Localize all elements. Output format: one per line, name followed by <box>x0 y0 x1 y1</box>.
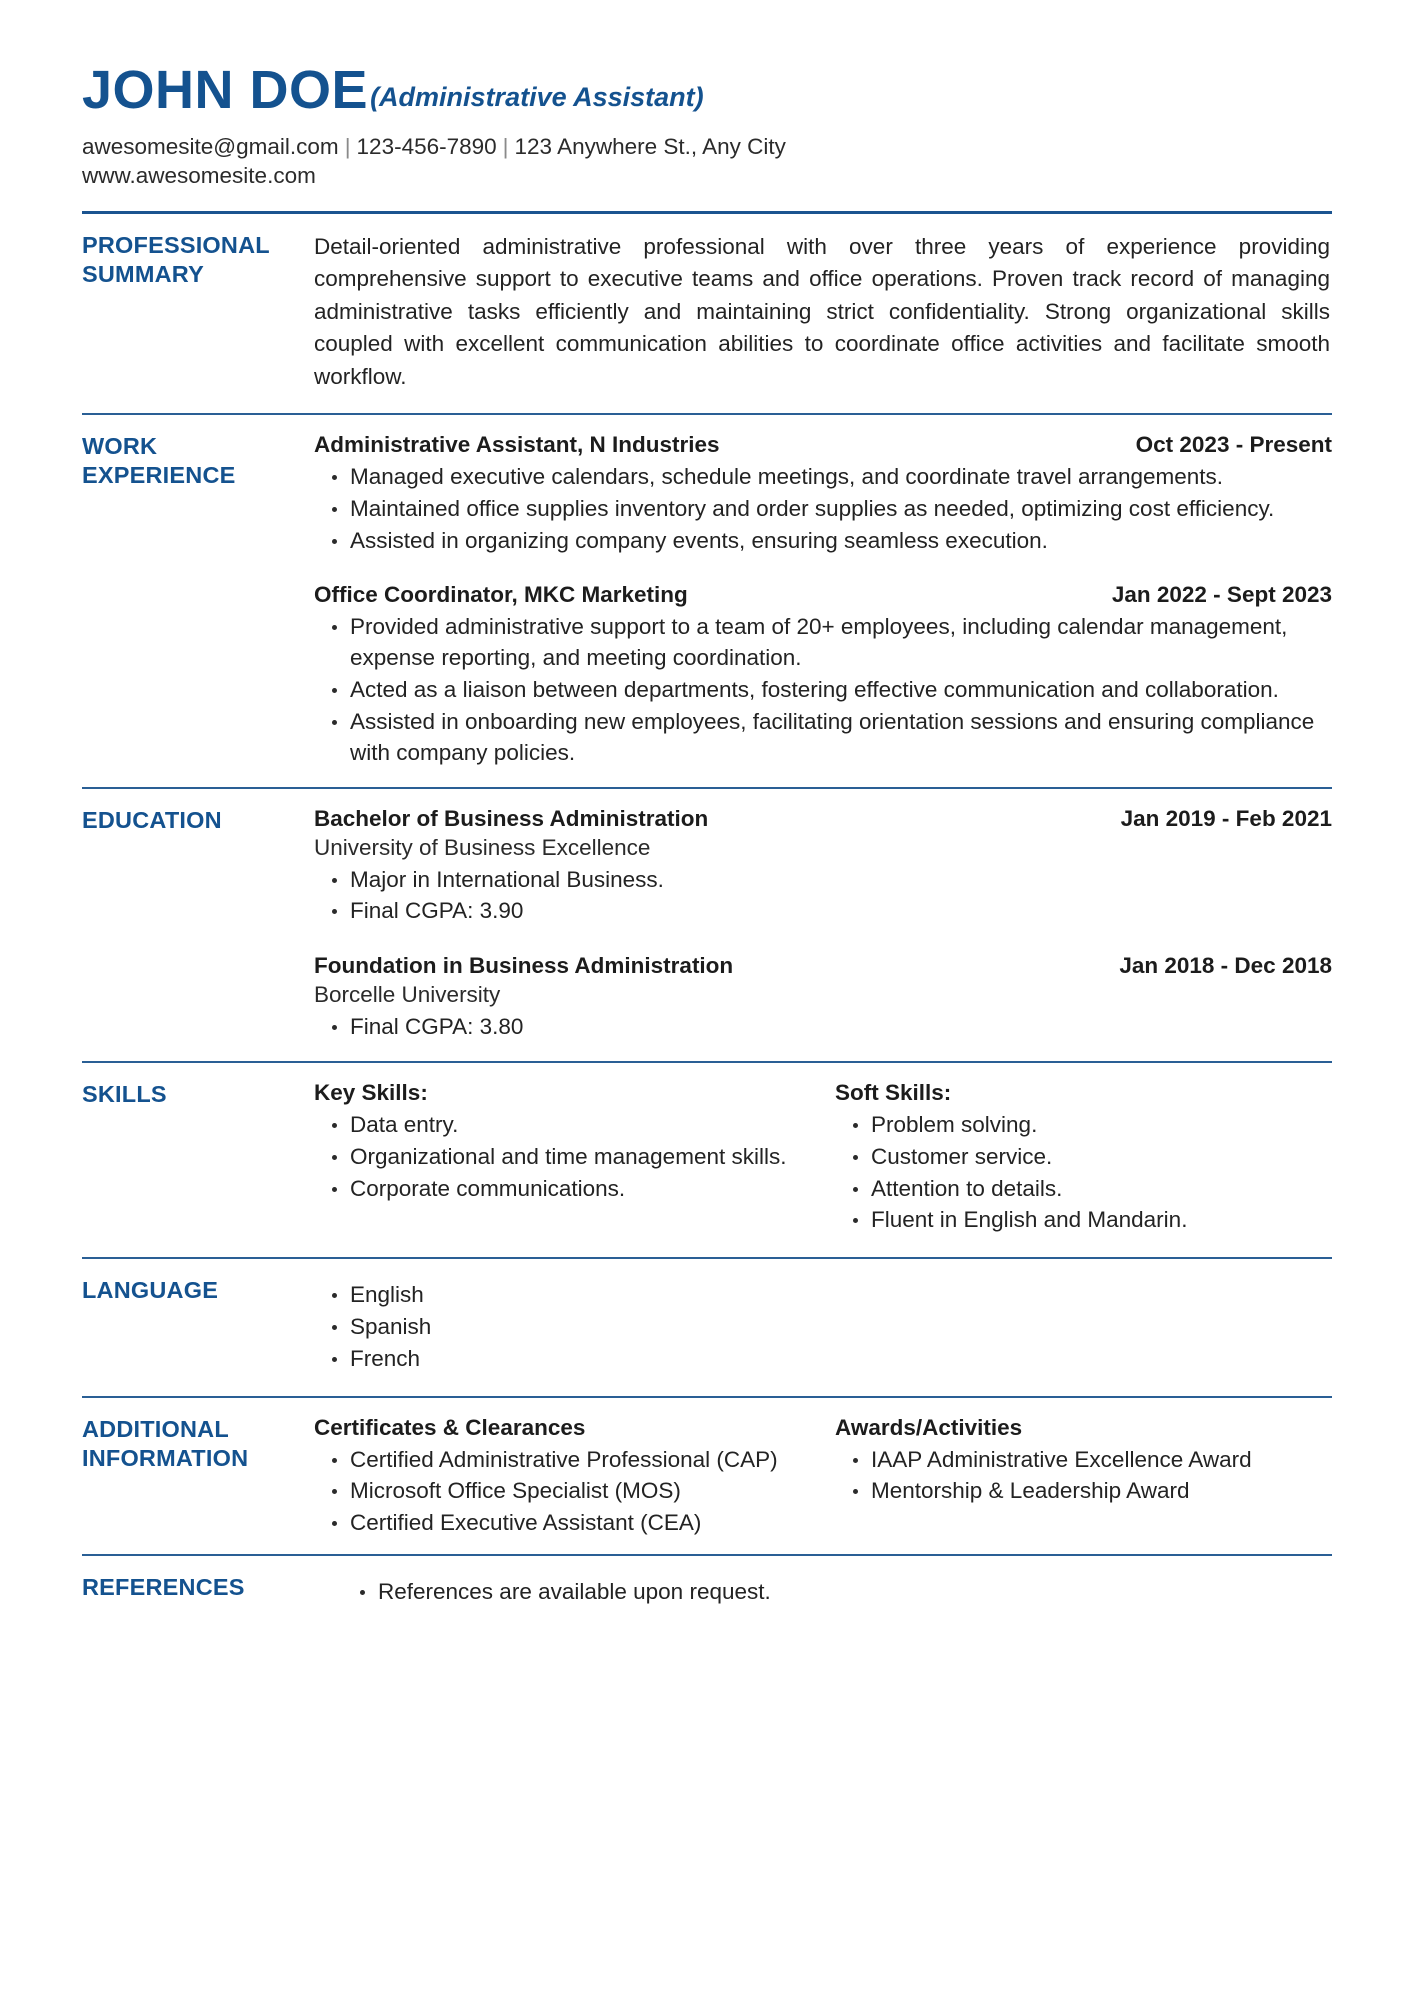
education-bullets <box>314 1012 1332 1043</box>
education-bullets <box>314 865 1332 928</box>
section-education <box>82 789 1332 1047</box>
section-title-line-1: WORK <box>82 433 158 460</box>
certificates-heading: Certificates & Clearances <box>314 1414 586 1440</box>
list-item: Data entry. <box>314 1110 811 1141</box>
list-item: Provided administrative support to a team of 20+ employees, including calendar management, expense reporting, and meeting coordination. <box>314 612 1332 674</box>
section-title-line-2: INFORMATION <box>82 1445 249 1472</box>
list-item: Certified Administrative Professional (CAP) <box>314 1445 811 1476</box>
section-title-line-1: ADDITIONAL <box>82 1415 229 1442</box>
list-item: Problem solving. <box>835 1110 1332 1141</box>
list-item: Corporate communications. <box>314 1174 811 1205</box>
section-body-skills <box>314 1080 1332 1237</box>
work-entry-date: Oct 2023 - Present <box>1135 432 1332 458</box>
list-item: Assisted in organizing company events, ensuring seamless execution. <box>314 526 1332 557</box>
section-body-additional-information <box>314 1415 1332 1540</box>
list-item: Fluent in English and Mandarin. <box>835 1205 1332 1236</box>
work-entry-date: Jan 2022 - Sept 2023 <box>1111 582 1332 608</box>
section-title-skills: SKILLS <box>82 1080 167 1107</box>
section-title-education: EDUCATION <box>82 806 222 833</box>
list-item: Acted as a liaison between departments, fostering effective communication and collaboration. <box>314 675 1332 706</box>
skills-columns <box>314 1080 1332 1237</box>
section-title-professional-summary <box>82 231 314 393</box>
list-item: Major in International Business. <box>314 865 1332 896</box>
language-list <box>314 1280 1332 1374</box>
education-entry-header <box>314 806 1332 832</box>
awards-list <box>835 1445 1332 1508</box>
section-skills <box>82 1063 1332 1237</box>
awards-column <box>835 1415 1332 1540</box>
section-body-education <box>314 806 1332 1047</box>
list-item: English <box>314 1280 1332 1311</box>
education-school: Borcelle University <box>314 982 501 1008</box>
education-date: Jan 2019 - Feb 2021 <box>1120 805 1332 831</box>
list-item: Spanish <box>314 1312 1332 1343</box>
list-item: Organizational and time management skills. <box>314 1142 811 1173</box>
list-item: Assisted in onboarding new employees, facilitating orientation sessions and ensuring compliance with company policies. <box>314 707 1332 769</box>
website-text: www.awesomesite.com <box>82 163 316 189</box>
work-entry-header <box>314 432 1332 458</box>
list-item: Managed executive calendars, schedule meetings, and coordinate travel arrangements. <box>314 462 1332 493</box>
contact-separator-2: | <box>502 133 509 159</box>
section-title-additional-information <box>82 1415 314 1540</box>
section-professional-summary <box>82 214 1332 393</box>
education-date: Jan 2018 - Dec 2018 <box>1119 953 1332 979</box>
section-title-line-1: PROFESSIONAL <box>82 232 270 259</box>
contact-line <box>82 132 1332 162</box>
name-line <box>82 62 1332 119</box>
education-degree: Bachelor of Business Administration <box>314 805 709 831</box>
work-entry-bullets <box>314 462 1332 556</box>
email-text: awesomesite@gmail.com <box>82 133 339 159</box>
section-title-line-2: SUMMARY <box>82 261 204 288</box>
list-item: Final CGPA: 3.90 <box>314 896 1332 927</box>
section-title-line-2: EXPERIENCE <box>82 462 236 489</box>
section-title-work-experience <box>82 432 314 773</box>
awards-heading: Awards/Activities <box>835 1414 1023 1440</box>
soft-skills-heading: Soft Skills: <box>835 1079 952 1105</box>
list-item: IAAP Administrative Excellence Award <box>835 1445 1332 1476</box>
additional-columns <box>314 1415 1332 1540</box>
key-skills-list <box>314 1110 811 1204</box>
section-body-professional-summary <box>314 231 1332 393</box>
education-entry <box>314 806 1332 928</box>
section-title-language: LANGUAGE <box>82 1277 219 1304</box>
contact-separator-1: | <box>344 133 351 159</box>
certificates-column <box>314 1415 811 1540</box>
job-role-subtitle: (Administrative Assistant) <box>370 82 704 112</box>
section-work-experience <box>82 415 1332 773</box>
list-item: Maintained office supplies inventory and order supplies as needed, optimizing cost efficiency. <box>314 494 1332 525</box>
references-list <box>342 1577 1332 1608</box>
phone-text: 123-456-7890 <box>356 133 497 159</box>
work-entry-bullets <box>314 612 1332 768</box>
list-item: Attention to details. <box>835 1174 1332 1205</box>
address-text: 123 Anywhere St., Any City <box>514 133 786 159</box>
certificates-list <box>314 1445 811 1539</box>
section-language <box>82 1259 1332 1375</box>
section-body-references <box>314 1573 1332 1609</box>
page-title: JOHN DOE <box>82 60 369 120</box>
soft-skills-list <box>835 1110 1332 1236</box>
list-item: Microsoft Office Specialist (MOS) <box>314 1476 811 1507</box>
key-skills-column <box>314 1080 811 1237</box>
work-entry <box>314 432 1332 556</box>
list-item: Mentorship & Leadership Award <box>835 1476 1332 1507</box>
education-entry-header <box>314 953 1332 979</box>
section-body-work-experience <box>314 432 1332 773</box>
soft-skills-column <box>835 1080 1332 1237</box>
education-entry <box>314 953 1332 1043</box>
list-item: References are available upon request. <box>342 1577 1332 1608</box>
key-skills-heading: Key Skills: <box>314 1079 428 1105</box>
section-additional-information <box>82 1398 1332 1540</box>
work-entry-title: Administrative Assistant, N Industries <box>314 432 720 458</box>
list-item: Certified Executive Assistant (CEA) <box>314 1508 811 1539</box>
list-item: French <box>314 1344 1332 1375</box>
work-entry-header <box>314 582 1332 608</box>
resume-header <box>82 62 1332 197</box>
education-degree: Foundation in Business Administration <box>314 953 734 979</box>
section-title-references: REFERENCES <box>82 1574 245 1601</box>
education-school: University of Business Excellence <box>314 834 651 860</box>
section-references <box>82 1556 1332 1609</box>
list-item: Customer service. <box>835 1142 1332 1173</box>
summary-paragraph: Detail-oriented administrative professional with over three years of experience providing comprehensive support to executive teams and office operations. Proven track record of managing administrative tasks efficiently and maintaining strict confidentiality. Strong organizational skills coupled with excellent communication abilities to coordinate office activities and facilitate smooth workflow. <box>314 234 1330 389</box>
section-body-language <box>314 1276 1332 1375</box>
work-entry-title: Office Coordinator, MKC Marketing <box>314 582 688 608</box>
list-item: Final CGPA: 3.80 <box>314 1012 1332 1043</box>
work-entry <box>314 582 1332 768</box>
